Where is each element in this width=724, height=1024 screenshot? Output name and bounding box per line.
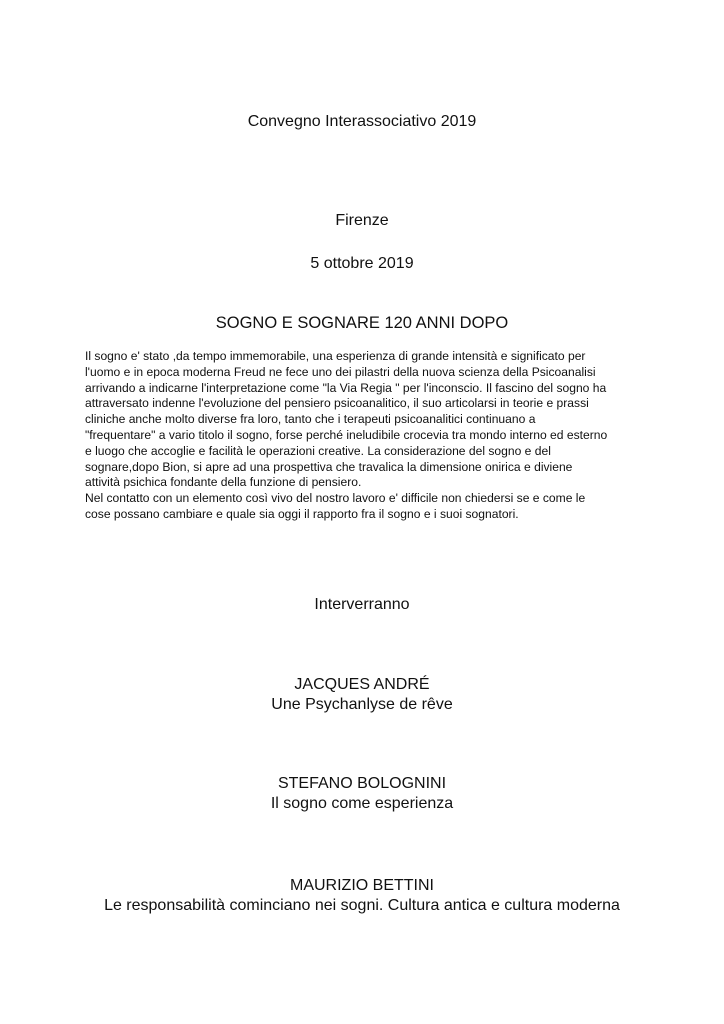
abstract-line: e luogo che accoglie e facilità le operazioni creative. La considerazione del sogno e del [85, 443, 551, 458]
abstract-line: Nel contatto con un elemento così vivo del nostro lavoro e' difficile non chiedersi se e come le [85, 491, 586, 506]
speaker-talk-title: Il sogno come esperienza [270, 795, 454, 812]
speaker-talk-title: Une Psychanlyse de rêve [271, 696, 453, 713]
event-date: 5 ottobre 2019 [310, 255, 414, 272]
speaker-name: MAURIZIO BETTINI [290, 877, 434, 894]
document-title: SOGNO E SOGNARE 120 ANNI DOPO [215, 314, 509, 332]
abstract-line: Il sogno e' stato ,da tempo immemorabile, una esperienza di grande intensità e significato per [85, 349, 586, 363]
abstract-line: attraversato indenne l'evoluzione del pensiero psicoanalitico, il suo articolarsi in teorie e prassi [85, 396, 589, 411]
abstract-line: arrivando a indicarne l'interpretazione come "la Via Regia " per l'inconscio. Il fascino del sogno ha [85, 380, 607, 395]
abstract-line: l'uomo e in epoca moderna Freud ne fece uno dei pilastri della nuova scienza della Psicoanalisi [85, 364, 596, 379]
abstract-line: "frequentare" a vario titolo il sogno, forse perché ineludibile crocevia tra mondo interno ed esterno [85, 427, 608, 442]
event-title: Convegno Interassociativo 2019 [247, 113, 477, 130]
speaker-name: JACQUES ANDRÉ [294, 676, 430, 693]
abstract-paragraph [85, 349, 645, 523]
event-city: Firenze [335, 212, 389, 229]
abstract-line: cose possano cambiare e quale sia oggi il rapporto fra il sogno e i suoi sognatori. [85, 506, 519, 521]
abstract-line: cliniche anche molto diverse fra loro, tanto che i terapeuti psicoanalitici continuano a [85, 412, 536, 427]
speaker-name: STEFANO BOLOGNINI [277, 775, 447, 792]
speaker-talk-title: Le responsabilità cominciano nei sogni. Cultura antica e cultura moderna [104, 897, 620, 914]
abstract-line: attività psichica fondante della funzione di pensiero. [85, 475, 362, 490]
abstract-line: sognare,dopo Bion, si apre ad una prospettiva che travalica la dimensione onirica e diviene [85, 459, 573, 474]
speakers-heading: Interverranno [314, 596, 410, 613]
